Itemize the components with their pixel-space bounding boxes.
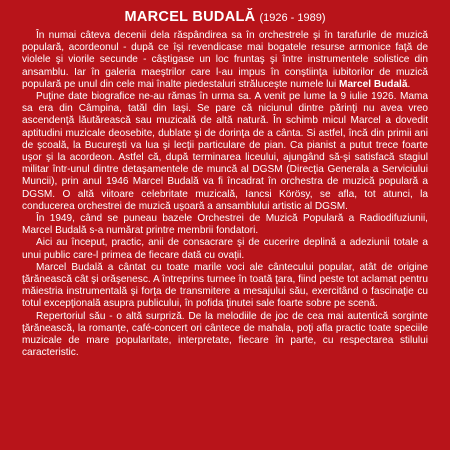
paragraph-2: Puţine date biografice ne-au rămas în urma sa. A venit pe lume la 9 iulie 1926. Mama sa era din Câmpina, tatăl din Iaşi. Se pare că niciunul dintre părinţi nu avea vreo ascendenţă lăutărească sau muzicală de altă natură. În schimb micul Marcel a dovedit aptitudini muzicale deosebite, dublate şi de dorinţa de a cânta. Si astfel, încă din primii ani de şcoală, la Bucureşti va lua şi lecţii particulare de pian. Ca pianist a putut trece foarte uşor şi la acordeon. Astfel că, după terminarea liceului, ajungând să-şi satisfacă stagiul militar într-unul dintre detaşamentele de muncă al DGSM (Direcţia Generala a Serviciului Muncii), prin anul 1946 Marcel Budală va fi încadrat în orchestra de muzică populară a DGSM. O altă viitoare celebritate muzicală, Iancsi Körösy, se afla, tot atunci, la conducerea orchestrei de muzică uşoară a ansamblului artistic al DGSM. xyxy=(22,91,428,212)
title-name: MARCEL BUDALĂ xyxy=(124,9,256,25)
highlighted-name: Marcel Budală xyxy=(339,78,408,90)
paragraph-3: În 1949, când se puneau bazele Orchestrei de Muzică Populară a Radiodifuziunii, Marcel Budală s-a numărat printre membrii fondatori. xyxy=(22,213,428,237)
paragraph-1-text: În numai câteva decenii dela răspândirea sa în orchestrele şi în tarafurile de muzică populară, acordeonul - după ce îşi revendicase mai bogatele resurse armonice faţă de violele şi viorile secunde - câştigase un loc fruntaş şi între instrumentele solistice din ansamblu. Iar în galeria maeştrilor care l-au impus în conştiinţa iubitorilor de muzică populară pe unul din cele mai înalte piedestaluri străluceşte numele lui xyxy=(22,30,428,90)
paragraph-4: Aici au început, practic, anii de consacrare şi de cucerire deplină a adeziunii totale a unui public care-l primea de fiecare dată cu ovaţii. xyxy=(22,237,428,261)
paragraph-1: În numai câteva decenii dela răspândirea sa în orchestrele şi în tarafurile de muzică populară, acordeonul - după ce îşi revendicase mai bogatele resurse armonice faţă de violele şi viorile secunde - câştigase un loc fruntaş şi între instrumentele solistice din ansamblu. Iar în galeria maeştrilor care l-au impus în conştiinţa iubitorilor de muzică populară pe unul din cele mai înalte piedestaluri străluceşte numele lui Marcel Budală. xyxy=(22,30,428,90)
page-title xyxy=(22,8,428,27)
title-years: (1926 - 1989) xyxy=(259,12,326,24)
paragraph-5: Marcel Budală a cântat cu toate marile voci ale cântecului popular, atât de origine ţărănească cât şi orăşenesc. A întreprins turnee în toată ţara, fiind peste tot aclamat pentru măiestria instrumentală şi forţa de transmitere a mesajului său, exercitând o fascinaţie cu totul excepţională asupra publicului, în pofida ţinutei sale foarte sobre pe scenă. xyxy=(22,261,428,310)
paragraph-6: Repertoriul său - o altă surpriză. De la melodiile de joc de cea mai autentică sorginte ţărănească, la romanţe, café-concert ori cântece de mahala, poţi afla practic toate speciile muzicale de mare popularitate, interpretate, fiecare în parte, cu respectarea stilului caracteristic. xyxy=(22,310,428,359)
